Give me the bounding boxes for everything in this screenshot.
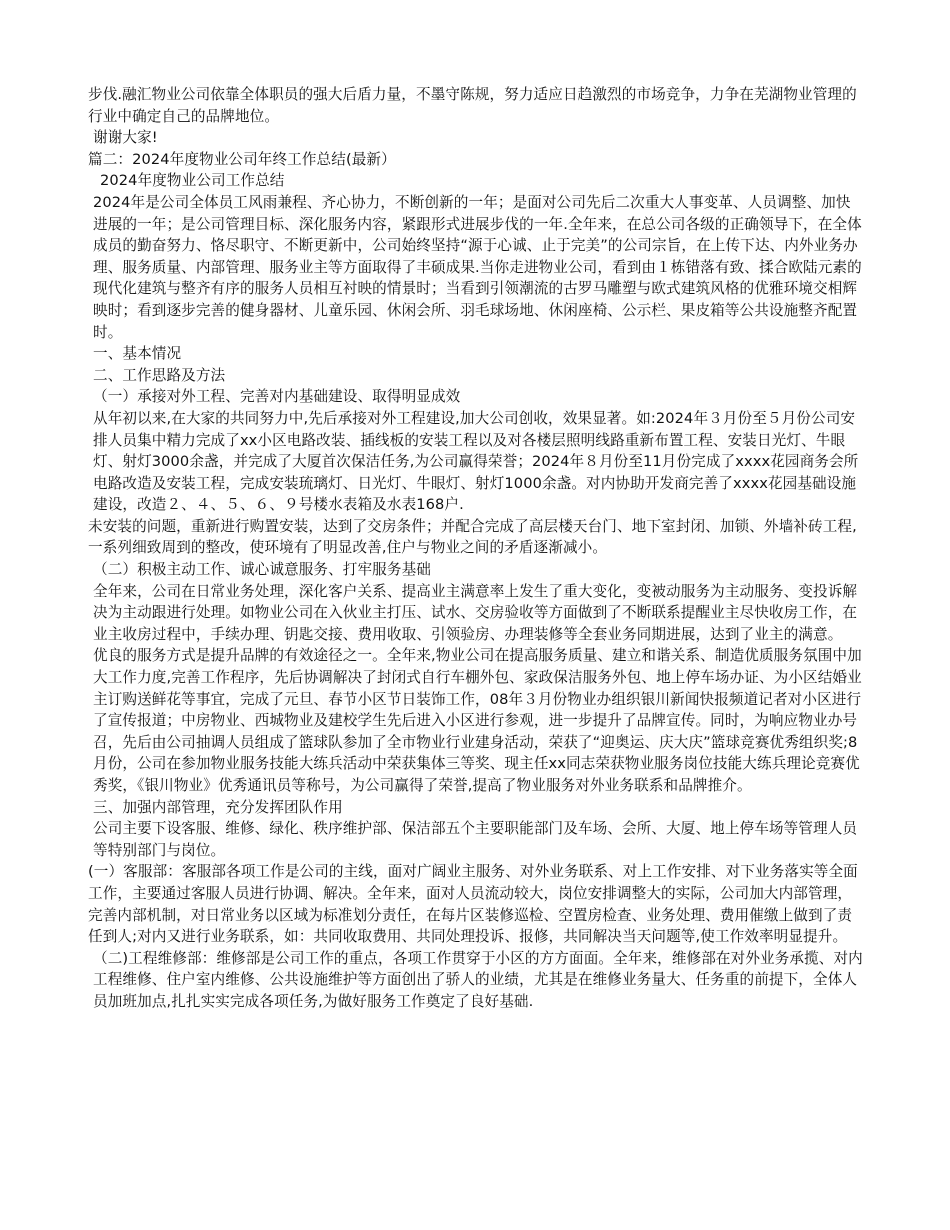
subheading-service: （二）积极主动工作、诚心诚意服务、打牢服务基础 <box>93 561 431 579</box>
document-title: 2024年度物业公司工作总结 <box>100 172 285 190</box>
paragraph-rectification: 未安装的问题，重新进行购置安装，达到了交房条件；并配合完成了高层楼天台门、地下室封闭、加锁、外墙补砖工程,一系列细致周到的整改，使环境有了明显改善,住户与物业之间的矛盾逐渐减小。 <box>88 517 857 557</box>
paragraph-closing: 步伐.融汇物业公司依靠全体职员的强大后盾力量，不墨守陈规，努力适应日趋激烈的市场竞争，力争在芜湖物业管理的行业中确定自己的品牌地位。 <box>88 86 857 125</box>
section-heading: 篇二：2024年度物业公司年终工作总结(最新） <box>88 150 396 168</box>
heading-work-approach: 二、工作思路及方法 <box>93 366 226 384</box>
paragraph-departments: 公司主要下设客服、维修、绿化、秩序维护部、保洁部五个主要职能部门及车场、会所、大厦、地上停车场等管理人员等特别部门与岗位。 <box>93 820 858 859</box>
paragraph-customer-service: (一）客服部：客服部各项工作是公司的主线，面对广阔业主服务、对外业务联系、对上工作安排、对下业务落实等全面工作，主要通过客服人员进行协调、解决。全年来，面对人员流动较大，岗位安排调整大的实际，公司加大内部管理，完善内部机制，对日常业务以区域为标准划分责任，在每片区装修巡检、空置房检查、业务处理、费用催缴上做到了责任到人;对内又进行业务联系，如：共同收取费用、共同处理投诉、报修，共同解决当天问题等,使工作效率明显提升。 <box>88 863 858 946</box>
paragraph-thanks: 谢谢大家! <box>93 129 158 147</box>
document-page <box>88 84 863 1013</box>
heading-basic-situation: 一、基本情况 <box>93 345 182 363</box>
paragraph-maintenance: （二)工程维修部：维修部是公司工作的重点，各项工作贯穿于小区的方方面面。全年来，维修部在对外业务承揽、对内工程维修、住户室内维修、公共设施维护等方面创出了骄人的业绩，尤其是在维修业务量大、任务重的前提下，全体人员加班加点,扎扎实实完成各项任务,为做好服务工作奠定了良好基础. <box>93 949 863 1010</box>
paragraph-service: 全年来，公司在日常业务处理，深化客户关系、提高业主满意率上发生了重大变化，变被动服务为主动服务、变投诉解决为主动跟进行处理。如物业公司在入伙业主打压、试水、交房验收等方面做到了不断联系提醒业主尽快收房工作，在业主收房过程中，手续办理、钥匙交接、费用收取、引领验房、办理装修等全套业务同期进展，达到了业主的满意。 <box>93 582 858 643</box>
heading-internal-management: 三、加强内部管理，充分发挥团队作用 <box>93 798 343 816</box>
paragraph-intro: 2024年是公司全体员工风雨兼程、齐心协力，不断创新的一年；是面对公司先后二次重大人事变革、人员调整、加快进展的一年；是公司管理目标、深化服务内容，紧跟形式进展步伐的一年.全年来，在总公司各级的正确领导下，在全体成员的勤奋努力、恪尽职守、不断更新中，公司始终坚持“源于心诚、止于完美”的公司宗旨，在上传下达、内外业务办理、服务质量、内部管理、服务业主等方面取得了丰硕成果.当你走进物业公司，看到由１栋错落有致、揉合欧陆元素的现代化建筑与整齐有序的服务人员相互衬映的情景时；当看到引领潮流的古罗马雕塑与欧式建筑风格的优雅环境交相辉映时；看到逐步完善的健身器材、儿童乐园、休闲会所、羽毛球场地、休闲座椅、公示栏、果皮箱等公共设施整齐配置时。 <box>93 193 862 341</box>
subheading-external-projects: （一）承接对外工程、完善对内基础建设、取得明显成效 <box>93 388 461 406</box>
paragraph-brand: 优良的服务方式是提升品牌的有效途径之一。全年来,物业公司在提高服务质量、建立和谐关系、制造优质服务氛围中加大工作力度,完善工作程序，先后协调解决了封闭式自行车棚外包、家政保洁服务外包、地上停车场办证、为小区结婚业主订购送鲜花等事宜，完成了元旦、春节小区节日装饰工作，08年３月份物业办组织银川新闻快报频道记者对小区进行了宣传报道；中房物业、西城物业及建校学生先后进入小区进行参观，进一步提升了品牌宣传。同时，为响应物业办号召，先后由公司抽调人员组成了篮球队参加了全市物业行业建身活动，荣获了“迎奥运、庆大庆”篮球竞赛优秀组织奖;8月份，公司在参加物业服务技能大练兵活动中荣获集体三等奖、现主任xx同志荣获物业服务岗位技能大练兵理论竞赛优秀奖，《银川物业》优秀通讯员等称号，为公司赢得了荣誉,提高了物业服务对外业务联系和品牌推介。 <box>93 647 862 794</box>
paragraph-external-projects: 从年初以来,在大家的共同努力中,先后承接对外工程建设,加大公司创收，效果显著。如:2024年３月份至５月份公司安排人员集中精力完成了xx小区电路改装、插线板的安装工程以及对各楼层照明线路重新布置工程、安装日光灯、牛眼灯、射灯3000余盏，并完成了大厦首次保洁任务,为公司赢得荣誉；2024年８月份至11月份完成了xxxx花园商务会所电路改造及安装工程，完成安装琉璃灯、日光灯、牛眼灯、射灯1000余盏。对内协助开发商完善了xxxx花园基础设施建设，改造２、４、５、６、９号楼水表箱及水表168户. <box>93 409 859 514</box>
